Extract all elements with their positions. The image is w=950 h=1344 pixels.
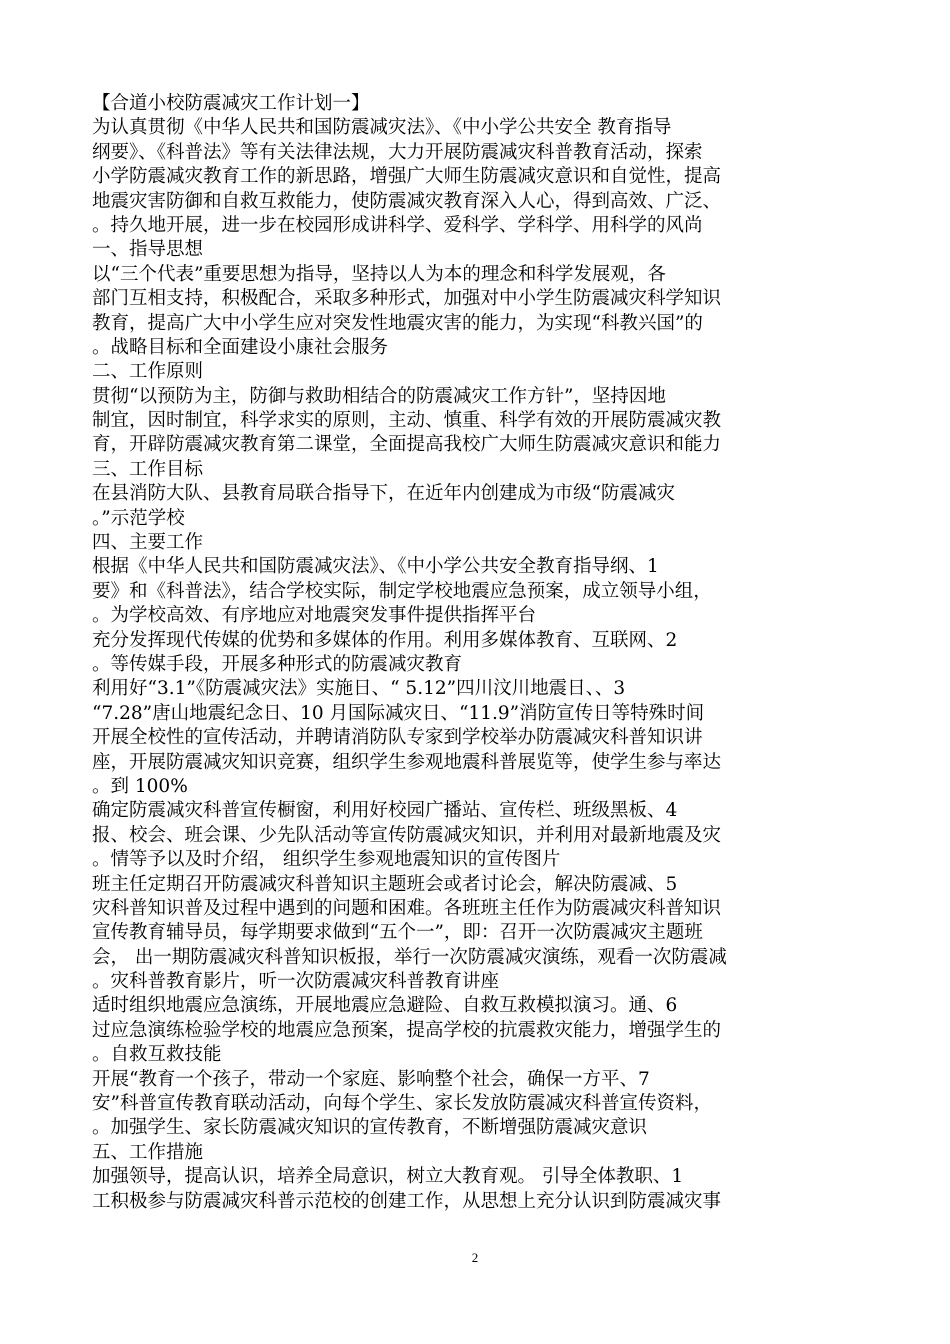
text-line: 适时组织地震应急演练，开展地震应急避险、自救互救模拟演习。通、6 bbox=[92, 995, 678, 1017]
text-line: 安”科普宣传教育联动活动，向每个学生、家长发放防震减灾科普宣传资料， bbox=[92, 1093, 712, 1115]
text-line: 要》和《科普法》，结合学校实际，制定学校地震应急预案，成立领导小组， bbox=[92, 580, 712, 602]
text-line: 座，开展防震减灾知识竞赛，组织学生参观地震科普展览等，使学生参与率达 bbox=[92, 751, 722, 773]
text-line: 利用好“3.1”《防震减灾法》实施日、“ 5.12”四川汶川地震日、、3 bbox=[92, 678, 626, 700]
text-line: 开展“教育一个孩子，带动一个家庭、影响整个社会，确保一方平、7 bbox=[92, 1068, 650, 1090]
text-line: 。持久地开展，进一步在校园形成讲科学、爱科学、学科学、用科学的风尚 bbox=[92, 214, 703, 236]
text-line: 。情等予以及时介绍， 组织学生参观地震知识的宣传图片 bbox=[92, 849, 561, 871]
text-line: 五、工作措施 bbox=[92, 1141, 204, 1163]
text-line: 充分发挥现代传媒的优势和多媒体的作用。利用多媒体教育、互联网、2 bbox=[92, 629, 678, 651]
page-number: 2 bbox=[471, 1250, 479, 1265]
text-line: 以“三个代表”重要思想为指导，坚持以人为本的理念和科学发展观，各 bbox=[92, 263, 666, 285]
text-line: 确定防震减灾科普宣传橱窗，利用好校园广播站、宣传栏、班级黑板、4 bbox=[92, 800, 678, 822]
text-line: 。灾科普教育影片，听一次防震减灾科普教育讲座 bbox=[92, 971, 500, 993]
text-line: 小学防震减灾教育工作的新思路，增强广大师生防震减灾意识和自觉性，提高 bbox=[92, 166, 722, 188]
text-line: 育，开辟防震减灾教育第二课堂，全面提高我校广大师生防震减灾意识和能力 bbox=[92, 434, 722, 456]
text-line: 。自救互救技能 bbox=[92, 1044, 222, 1066]
text-line: 班主任定期召开防震减灾科普知识主题班会或者讨论会，解决防震减、5 bbox=[92, 873, 678, 895]
text-line: 灾科普知识普及过程中遇到的问题和困难。各班班主任作为防震减灾科普知识 bbox=[92, 897, 722, 919]
text-line: 。”示范学校 bbox=[92, 507, 185, 529]
text-line: 加强领导，提高认识，培养全局意识，树立大教育观。 引导全体教职、1 bbox=[92, 1166, 684, 1188]
text-line: 制宜，因时制宜，科学求实的原则，主动、慎重、科学有效的开展防震减灾教 bbox=[92, 410, 722, 432]
text-line: 。战略目标和全面建设小康社会服务 bbox=[92, 336, 389, 358]
text-line: 贯彻“以预防为主，防御与救助相结合的防震减灾工作方针”，坚持因地 bbox=[92, 385, 666, 407]
text-line: 报、校会、班会课、少先队活动等宣传防震减灾知识，并利用对最新地震及灾 bbox=[92, 824, 722, 846]
document-body bbox=[92, 92, 862, 1214]
text-line: 纲要》、《科普法》等有关法律法规，大力开展防震减灾科普教育活动，探索 bbox=[92, 141, 703, 163]
text-line: 地震灾害防御和自救互救能力，使防震减灾教育深入人心，得到高效、广泛、 bbox=[92, 190, 722, 212]
text-line: 为认真贯彻《中华人民共和国防震减灾法》、《中小学公共安全 教育指导 bbox=[92, 117, 672, 139]
text-line: 。到 100% bbox=[92, 775, 188, 797]
text-line: 三、工作目标 bbox=[92, 458, 204, 480]
text-line: 工积极参与防震减灾科普示范校的创建工作，从思想上充分认识到防震减灾事 bbox=[92, 1190, 722, 1212]
text-line: 根据《中华人民共和国防震减灾法》、《中小学公共安全教育指导纲、1 bbox=[92, 556, 659, 578]
text-line: 一、指导思想 bbox=[92, 239, 204, 261]
text-line: 宣传教育辅导员，每学期要求做到“五个一”，即：召开一次防震减灾主题班 bbox=[92, 922, 703, 944]
text-line: 。等传媒手段，开展多种形式的防震减灾教育 bbox=[92, 653, 463, 675]
text-line: “7.28”唐山地震纪念日、10 月国际减灾日、“11.9”消防宣传日等特殊时间 bbox=[92, 702, 705, 724]
text-line: 在县消防大队、县教育局联合指导下，在近年内创建成为市级“防震减灾 bbox=[92, 483, 675, 505]
text-line: 教育，提高广大中小学生应对突发性地震灾害的能力，为实现“科教兴国”的 bbox=[92, 312, 703, 334]
text-line: 四、主要工作 bbox=[92, 532, 204, 554]
text-line: 部门互相支持，积极配合，采取多种形式，加强对中小学生防震减灾科学知识 bbox=[92, 288, 722, 310]
text-line: 。为学校高效、有序地应对地震突发事件提供指挥平台 bbox=[92, 605, 537, 627]
text-line: 二、工作原则 bbox=[92, 361, 204, 383]
text-line: 会， 出一期防震减灾科普知识板报，举行一次防震减灾演练，观看一次防震减 bbox=[92, 946, 727, 968]
text-line: 过应急演练检验学校的地震应急预案，提高学校的抗震救灾能力，增强学生的 bbox=[92, 1019, 722, 1041]
text-line: 。加强学生、家长防震减灾知识的宣传教育，不断增强防震减灾意识 bbox=[92, 1117, 648, 1139]
text-line: 开展全校性的宣传活动，并聘请消防队专家到学校举办防震减灾科普知识讲 bbox=[92, 727, 703, 749]
text-line: 【合道小校防震减灾工作计划一】 bbox=[92, 93, 370, 114]
